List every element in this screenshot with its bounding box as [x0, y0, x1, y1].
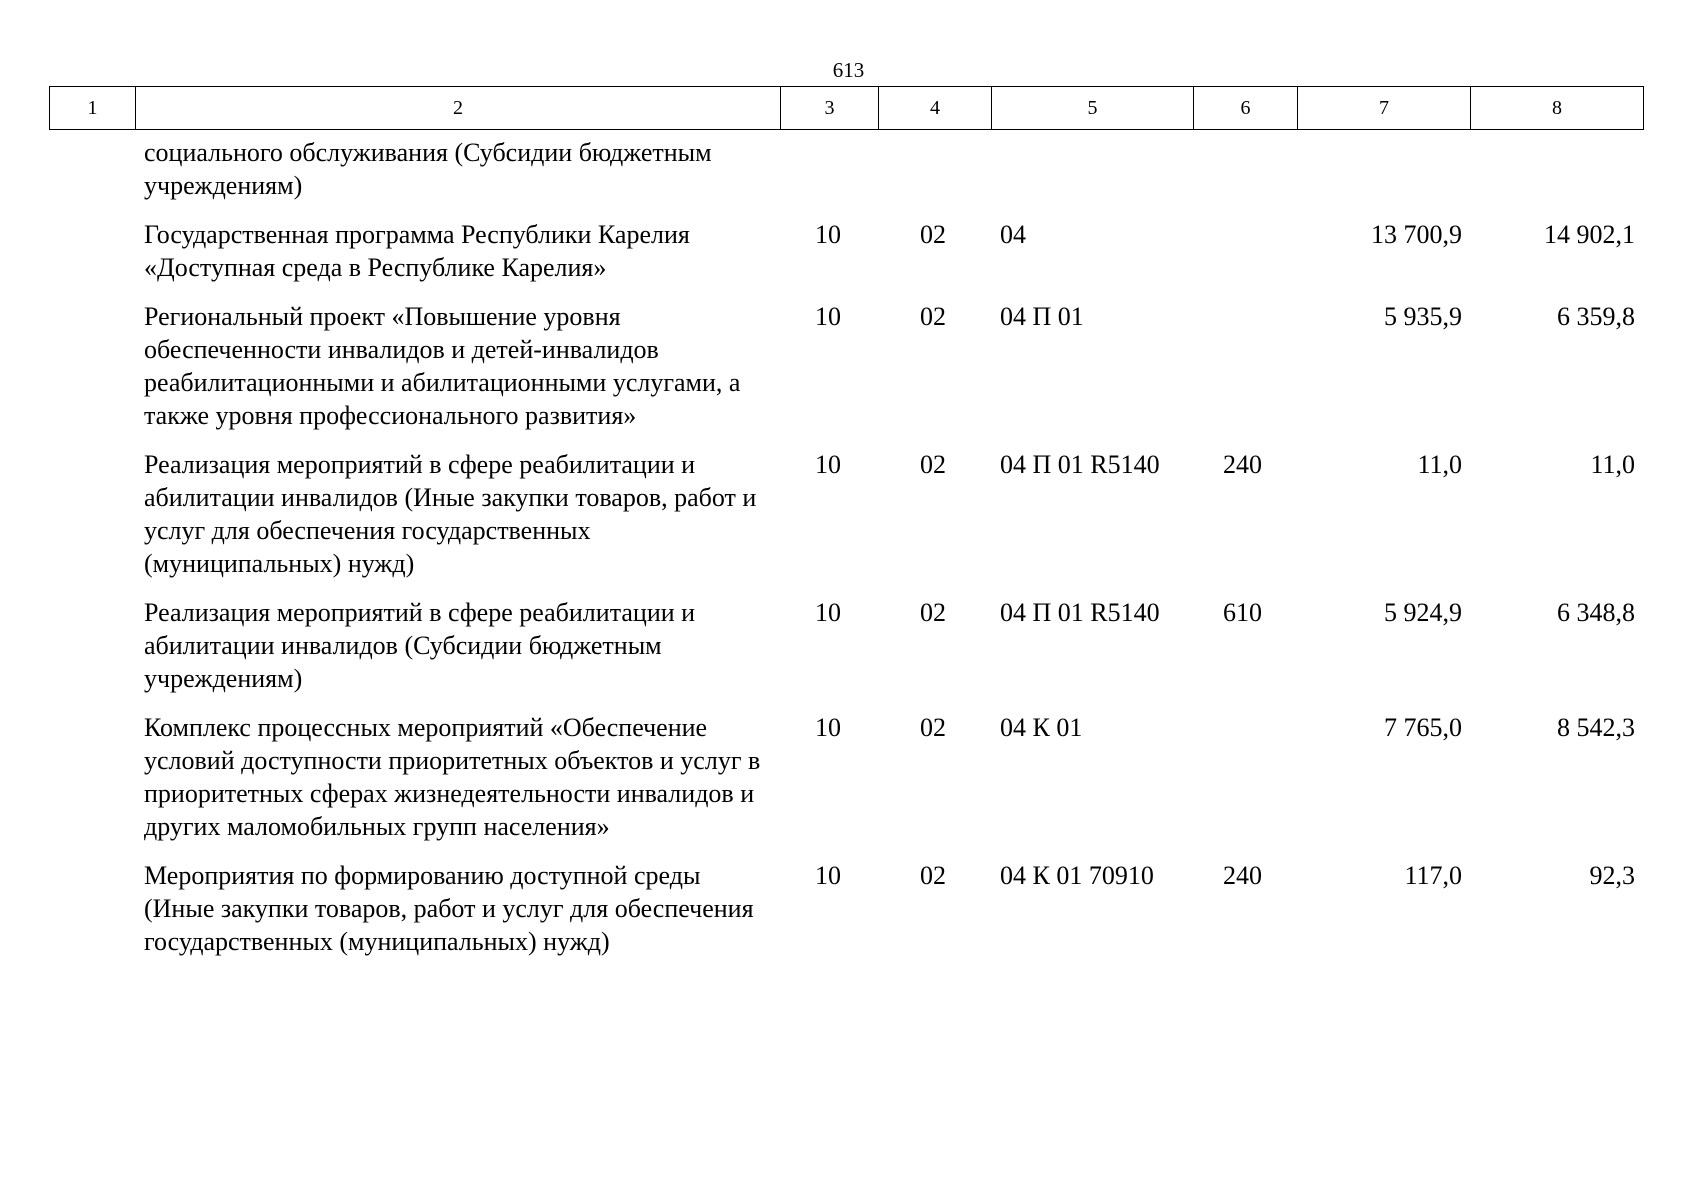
row-name: социального обслуживания (Субсидии бюджетным учреждениям) [144, 138, 712, 200]
row-expense-type: 240 [1223, 450, 1262, 479]
row-target-code: 04 П 01 R5140 [1000, 598, 1160, 627]
row-section: 10 [815, 302, 841, 331]
row-subsection: 02 [920, 450, 946, 479]
row-section: 10 [815, 450, 841, 479]
table-row [49, 218, 1643, 284]
row-amount-year2 [1470, 136, 1643, 202]
row-subsection: 02 [920, 302, 946, 331]
table-row [49, 300, 1643, 432]
row-expense-type [1193, 218, 1297, 284]
row-subsection: 02 [920, 861, 946, 890]
row-name: Мероприятия по формированию доступной среды (Иные закупки товаров, работ и услуг для обеспечения государственных (муниципальных) нужд) [144, 861, 754, 956]
row-subsection: 02 [920, 713, 946, 742]
row-target-code: 04 К 01 [1000, 713, 1083, 742]
row-amount-year1: 13 700,9 [1371, 220, 1462, 249]
row-amount-year2: 11,0 [1590, 450, 1635, 479]
header-col-6: 6 [1194, 87, 1298, 130]
row-name: Реализация мероприятий в сфере реабилитации и абилитации инвалидов (Иные закупки товаров, работ и услуг для обеспечения государственных (муниципальных) нужд) [144, 450, 757, 578]
header-col-7: 7 [1298, 87, 1471, 130]
row-subsection: 02 [920, 598, 946, 627]
header-col-1: 1 [50, 87, 136, 130]
column-number-header [49, 86, 1644, 130]
row-name: Комплекс процессных мероприятий «Обеспечение условий доступности приоритетных объектов и услуг в приоритетных сферах жизнедеятельности инвалидов и других маломобильных групп населения» [144, 713, 761, 841]
row-section: 10 [815, 861, 841, 890]
header-col-4: 4 [879, 87, 992, 130]
row-expense-type: 240 [1223, 861, 1262, 890]
header-col-2: 2 [136, 87, 781, 130]
header-col-5: 5 [992, 87, 1194, 130]
row-amount-year2: 6 359,8 [1557, 302, 1635, 331]
row-amount-year1 [1297, 136, 1470, 202]
table-row [49, 711, 1643, 843]
row-name: Региональный проект «Повышение уровня обеспеченности инвалидов и детей-инвалидов реабилитационными и абилитационными услугами, а также уровня профессионального развития» [144, 302, 741, 430]
row-expense-type [1193, 136, 1297, 202]
row-amount-year2: 14 902,1 [1544, 220, 1635, 249]
row-amount-year1: 5 935,9 [1384, 302, 1462, 331]
table-row [49, 859, 1643, 958]
row-subsection [878, 136, 991, 202]
header-col-3: 3 [781, 87, 879, 130]
row-target-code: 04 П 01 R5140 [1000, 450, 1160, 479]
row-expense-type [1193, 300, 1297, 432]
budget-table-body [49, 136, 1643, 974]
row-expense-type: 610 [1223, 598, 1262, 627]
row-target-code: 04 [1000, 220, 1026, 249]
row-target-code: 04 К 01 70910 [1000, 861, 1154, 890]
page-number: 613 [832, 58, 865, 82]
row-amount-year1: 117,0 [1404, 861, 1462, 890]
row-name: Государственная программа Республики Карелия «Доступная среда в Республике Карелия» [144, 220, 690, 282]
row-expense-type [1193, 711, 1297, 843]
row-amount-year2: 8 542,3 [1557, 713, 1635, 742]
row-subsection: 02 [920, 220, 946, 249]
row-amount-year2: 92,3 [1589, 861, 1635, 890]
row-section: 10 [815, 598, 841, 627]
table-row [49, 448, 1643, 580]
row-name: Реализация мероприятий в сфере реабилитации и абилитации инвалидов (Субсидии бюджетным учреждениям) [144, 598, 696, 693]
row-section: 10 [815, 220, 841, 249]
row-target-code: 04 П 01 [1000, 302, 1084, 331]
table-row [49, 596, 1643, 695]
row-target-code [991, 136, 1193, 202]
row-section [780, 136, 878, 202]
row-amount-year1: 7 765,0 [1384, 713, 1462, 742]
row-amount-year1: 11,0 [1417, 450, 1462, 479]
row-amount-year1: 5 924,9 [1384, 598, 1462, 627]
row-amount-year2: 6 348,8 [1557, 598, 1635, 627]
table-row [49, 136, 1643, 202]
header-col-8: 8 [1471, 87, 1644, 130]
row-section: 10 [815, 713, 841, 742]
